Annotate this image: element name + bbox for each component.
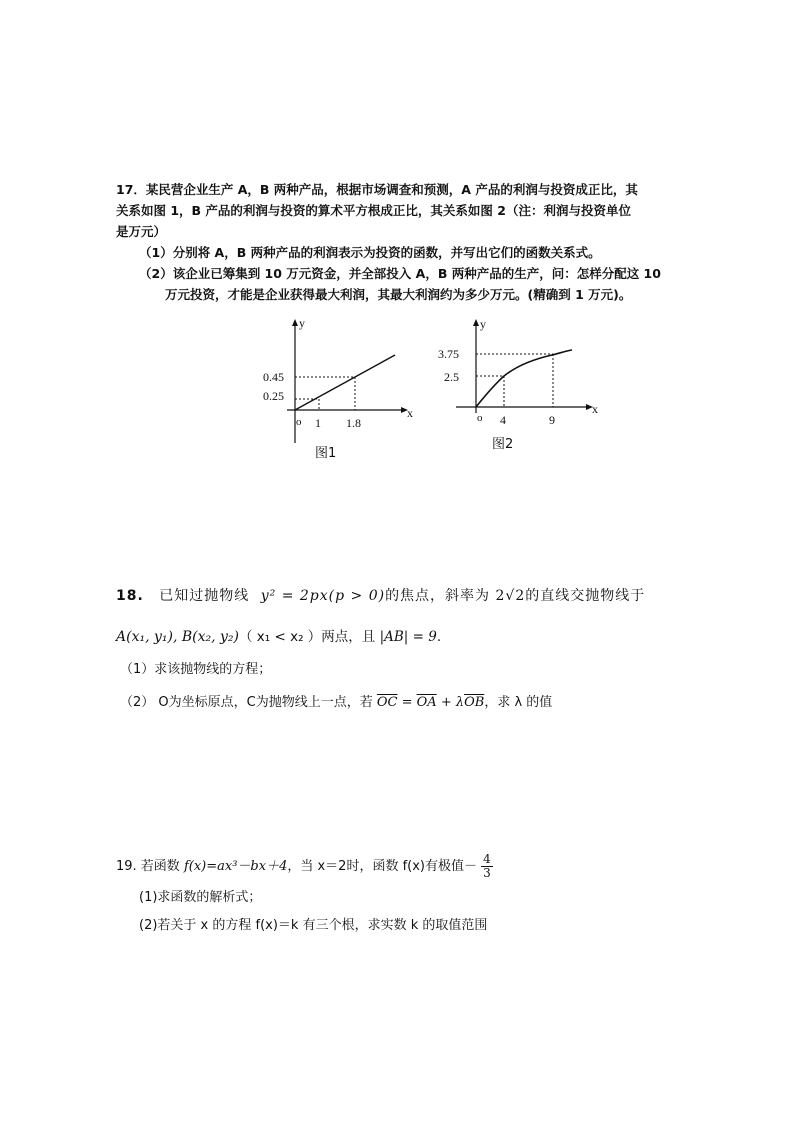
fig2-origin: o (477, 412, 483, 424)
fig1-origin: o (296, 416, 302, 428)
q18-sub2-pre: （2） O为坐标原点，C为抛物线上一点，若 (120, 695, 373, 710)
q18-line1 (116, 586, 645, 606)
fig1-x-label: x (407, 406, 413, 420)
q19-mid: ，当 x＝2时，函数 f(x)有极值－ (287, 859, 478, 874)
q18-slope: 2√2 (495, 588, 526, 604)
fig2-x-label: x (592, 402, 598, 416)
q18-sub2-post: ，求 λ 的值 (484, 695, 553, 710)
fig2-y-arrow (473, 319, 479, 326)
q18-vec-ob: $\overline{OB}$ (464, 695, 485, 710)
q19-frac-den: 3 (483, 866, 491, 880)
q19-sub2: (2)若关于 x 的方程 f(x)＝k 有三个根，求实数 k 的取值范围 (139, 918, 488, 933)
q19-sub1: (1)求函数的解析式； (139, 890, 262, 905)
q18-parabola-eq: y² = 2px(p > 0) (260, 588, 386, 604)
q19-line1 (116, 850, 493, 884)
q19-pre: 19. 若函数 (116, 859, 184, 874)
q18-vec-oa: $\overline{OA}$ (416, 695, 437, 710)
q17-sub2a: （2）该企业已筹集到 10 万元资金，并全部投入 A，B 两种产品的生产，问：怎样分配这 10 (139, 266, 661, 281)
fig2-y-tick-25: 2.5 (444, 370, 459, 384)
q17-sub2b: 万元投资，才能是企业获得最大利润，其最大利润约为多少万元。(精确到 1 万元)。 (165, 287, 632, 302)
fig1-caption: 图1 (315, 446, 337, 461)
q19-function: f(x)=ax³－bx＋4 (183, 859, 288, 874)
fig2-y-tick-375: 3.75 (438, 347, 459, 361)
q18-dot: . (436, 629, 442, 645)
q19-fraction (481, 853, 493, 880)
fig1-x-tick-18: 1.8 (346, 416, 361, 430)
q18-vec-plus: + λ (436, 695, 465, 710)
q18-number: 18. (116, 588, 144, 604)
fig2-x-tick-4: 4 (500, 413, 506, 427)
q18-condition: （ x₁ < x₂ ）两点，且 (239, 629, 376, 645)
q18-vec-oc: $\overline{OC}$ (376, 695, 398, 710)
q17-line1: 17．某民营企业生产 A，B 两种产品，根据市场调查和预测，A 产品的利润与投资成正比，其 (116, 182, 638, 197)
fig2-y-label: y (480, 317, 486, 331)
figure-1 (255, 313, 415, 463)
q18-ab-length: |AB| = 9 (379, 629, 437, 645)
q18-line2 (116, 627, 441, 647)
fig1-y-tick-025: 0.25 (263, 389, 284, 403)
q18-sub2 (120, 693, 552, 713)
figure-2 (432, 313, 607, 458)
fig1-y-tick-045: 0.45 (263, 370, 284, 384)
q17-line3: 是万元） (116, 224, 167, 239)
q18-text2: 的焦点，斜率为 (385, 588, 491, 604)
q18-text1: 已知过抛物线 (159, 588, 250, 604)
fig1-y-label: y (299, 316, 305, 330)
q18-vec-eq: = (397, 695, 417, 710)
q18-text3: 的直线交抛物线于 (525, 588, 646, 604)
fig1-line (295, 355, 395, 410)
fig2-x-tick-9: 9 (549, 413, 555, 427)
q17-sub1: （1）分别将 A，B 两种产品的利润表示为投资的函数，并写出它们的函数关系式。 (139, 245, 601, 260)
q19-frac-num: 4 (483, 852, 491, 866)
q17-line2: 关系如图 1，B 产品的利润与投资的算术平方根成正比，其关系如图 2（注：利润与投资单位 (116, 203, 631, 218)
q18-sub1: （1）求该抛物线的方程； (120, 662, 272, 677)
fig2-curve (476, 350, 572, 407)
fig1-x-tick-1: 1 (315, 416, 321, 430)
q18-points: A(x₁, y₁), B(x₂, y₂) (116, 629, 240, 645)
fig1-y-arrow (292, 319, 298, 326)
fig2-caption: 图2 (492, 437, 514, 452)
